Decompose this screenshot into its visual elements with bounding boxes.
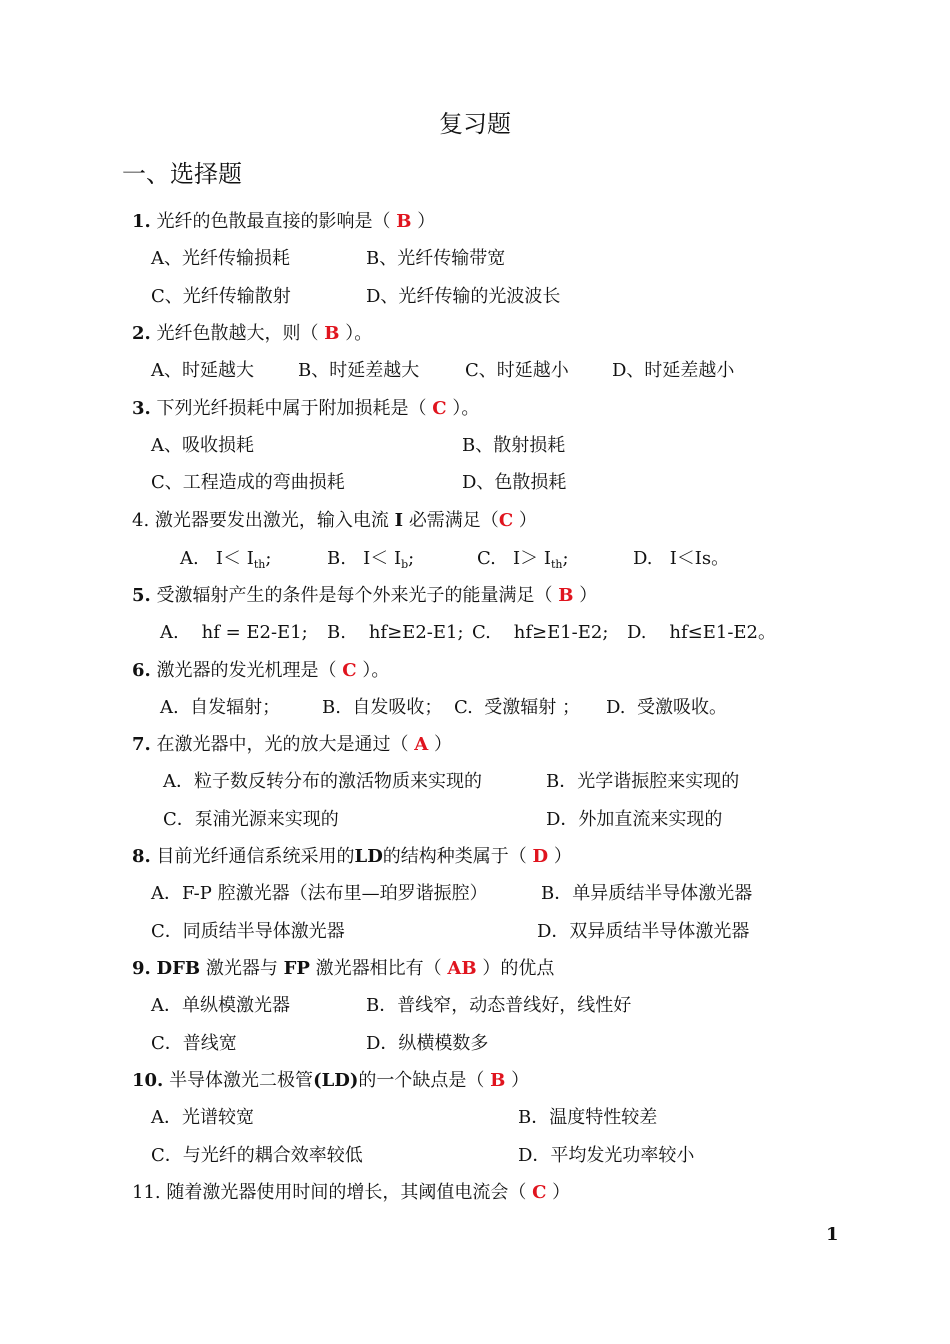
subscript: b xyxy=(401,558,409,571)
question-5 xyxy=(132,584,597,608)
question-stem: 半导体激光二极管 xyxy=(169,1070,314,1091)
option-c: C. hf≥E1-E2; xyxy=(472,622,609,643)
question-stem: 在激光器中，光的放大是通过（ xyxy=(156,734,409,755)
question-number: 6. xyxy=(132,660,151,681)
option-relation: I＜ I xyxy=(215,548,254,569)
option-c: C．与光纤的耦合效率较低 xyxy=(151,1145,363,1166)
option-d xyxy=(633,547,729,571)
option-d: D、光纤传输的光波波长 xyxy=(366,286,561,307)
option-b: B、光纤传输带宽 xyxy=(366,248,506,269)
option-a: A、光纤传输损耗 xyxy=(151,248,290,269)
option-d: D．纵横模数多 xyxy=(366,1033,489,1054)
option-d: D．平均发光功率较小 xyxy=(518,1145,695,1166)
question-stem-cont: 必需满足（ xyxy=(408,510,499,531)
option-d: D、时延差越小 xyxy=(612,360,735,381)
question-stem: 光纤色散越大，则（ xyxy=(156,323,319,344)
option-letter: A. xyxy=(180,548,199,569)
question-number: 3. xyxy=(132,398,151,419)
option-b xyxy=(327,547,414,571)
option-b: B．温度特性较差 xyxy=(518,1107,658,1128)
option-c: C．泵浦光源来实现的 xyxy=(163,809,339,830)
option-b: B、时延差越大 xyxy=(298,360,420,381)
answer-mark: B xyxy=(324,323,340,344)
question-number: 5. xyxy=(132,585,151,606)
answer-mark: B xyxy=(396,211,412,232)
question-11 xyxy=(132,1181,570,1205)
option-d: D．双异质结半导体激光器 xyxy=(537,921,750,942)
question-8 xyxy=(132,845,572,869)
question-close: ） xyxy=(518,510,537,531)
question-close: ） xyxy=(417,211,436,232)
option-relation: I＜ I xyxy=(363,548,402,569)
option-end: 。 xyxy=(758,622,776,643)
option-d: D．外加直流来实现的 xyxy=(546,809,723,830)
question-close: ） xyxy=(433,734,452,755)
option-end: ; xyxy=(265,548,272,569)
question-close: ） xyxy=(511,1070,530,1091)
question-number: 2. xyxy=(132,323,151,344)
question-6 xyxy=(132,659,389,683)
answer-mark: A xyxy=(414,734,429,755)
option-b: B．普线窄，动态普线好，线性好 xyxy=(366,995,632,1016)
question-2 xyxy=(132,322,372,346)
question-number: 7. xyxy=(132,734,151,755)
page-number: 1 xyxy=(826,1224,839,1245)
question-number: 9. xyxy=(132,958,151,979)
option-relation: I＞ I xyxy=(513,548,551,569)
option-c: C. 受激辐射 ； xyxy=(454,697,581,718)
question-10 xyxy=(132,1069,529,1093)
ld-term: (LD) xyxy=(313,1070,359,1091)
option-d: D、色散损耗 xyxy=(462,472,567,493)
option-a xyxy=(180,547,271,571)
option-a: A．单纵模激光器 xyxy=(151,995,290,1016)
option-d: D. 受激吸收。 xyxy=(606,697,727,718)
question-stem: 激光器与 xyxy=(205,958,278,979)
option-b: B. hf≥E2-E1; xyxy=(327,622,464,643)
option-c: C．同质结半导体激光器 xyxy=(151,921,345,942)
option-letter: D. xyxy=(633,548,653,569)
question-close: ） xyxy=(553,846,572,867)
option-a: A．光谱较宽 xyxy=(151,1107,254,1128)
question-stem: 目前光纤通信系统采用的 xyxy=(156,846,355,867)
answer-mark: AB xyxy=(447,958,477,979)
option-a: A. 自发辐射； xyxy=(160,697,281,718)
question-9 xyxy=(132,957,554,981)
option-letter: B. xyxy=(327,548,346,569)
option-a: A、吸收损耗 xyxy=(151,435,254,456)
question-3 xyxy=(132,397,479,421)
option-end: ; xyxy=(562,548,569,569)
page-title: 复习题 xyxy=(439,110,511,138)
question-close: ） xyxy=(552,1182,571,1203)
question-close: ）的优点 xyxy=(482,958,555,979)
option-c: C、光纤传输散射 xyxy=(151,286,291,307)
subscript: th xyxy=(253,558,266,571)
answer-mark: C xyxy=(342,660,357,681)
option-b: B. 自发吸收； xyxy=(322,697,443,718)
question-close: ）。 xyxy=(345,323,373,344)
option-b: B、散射损耗 xyxy=(462,435,566,456)
ld-term: LD xyxy=(354,846,383,867)
question-1 xyxy=(132,210,435,234)
question-close: ）。 xyxy=(452,398,480,419)
subscript: th xyxy=(550,558,563,571)
option-letter: C. xyxy=(477,548,496,569)
question-close: ）。 xyxy=(362,660,390,681)
option-b: B．单异质结半导体激光器 xyxy=(541,883,753,904)
option-a: A. hf = E2-E1; xyxy=(160,622,308,643)
section-heading: 一、选择题 xyxy=(122,160,242,188)
question-stem-cont: 激光器相比有（ xyxy=(315,958,442,979)
question-stem: 下列光纤损耗中属于附加损耗是（ xyxy=(156,398,427,419)
question-number: 10. xyxy=(132,1070,164,1091)
option-c: C、工程造成的弯曲损耗 xyxy=(151,472,345,493)
answer-mark: B xyxy=(490,1070,506,1091)
option-a: A．粒子数反转分布的激活物质来实现的 xyxy=(163,771,482,792)
question-close: ） xyxy=(579,585,598,606)
dfb-term: DFB xyxy=(156,958,201,979)
option-end: ; xyxy=(408,548,415,569)
question-number: 4. xyxy=(132,510,150,531)
question-number: 11. xyxy=(132,1182,161,1203)
question-stem-cont: 的结构种类属于（ xyxy=(382,846,527,867)
answer-mark: C xyxy=(432,398,447,419)
question-stem: 受激辐射产生的条件是每个外来光子的能量满足（ xyxy=(156,585,553,606)
question-stem: 激光器要发出激光，输入电流 xyxy=(154,510,389,531)
option-c: C、时延越小 xyxy=(465,360,569,381)
answer-mark: C xyxy=(498,510,514,531)
answer-mark: C xyxy=(532,1182,547,1203)
option-b: B．光学谐振腔来实现的 xyxy=(546,771,740,792)
fp-term: FP xyxy=(283,958,310,979)
question-stem: 激光器的发光机理是（ xyxy=(156,660,337,681)
option-c: C．普线宽 xyxy=(151,1033,237,1054)
question-stem-cont: 的一个缺点是（ xyxy=(358,1070,485,1091)
answer-mark: B xyxy=(558,585,574,606)
option-a: A．F-P 腔激光器（法布里—珀罗谐振腔） xyxy=(151,883,488,904)
option-c xyxy=(477,547,569,571)
question-number: 8. xyxy=(132,846,151,867)
answer-mark: D xyxy=(532,846,549,867)
question-4 xyxy=(132,509,537,533)
question-7 xyxy=(132,733,452,757)
question-stem: 光纤的色散最直接的影响是（ xyxy=(156,211,391,232)
option-text: I＜Is。 xyxy=(669,548,730,569)
current-symbol: I xyxy=(394,510,404,531)
question-stem: 随着激光器使用时间的增长，其阈值电流会（ xyxy=(166,1182,527,1203)
option-a: A、时延越大 xyxy=(151,360,254,381)
option-d: D. hf≤E1-E2 xyxy=(627,622,759,643)
question-number: 1. xyxy=(132,211,151,232)
